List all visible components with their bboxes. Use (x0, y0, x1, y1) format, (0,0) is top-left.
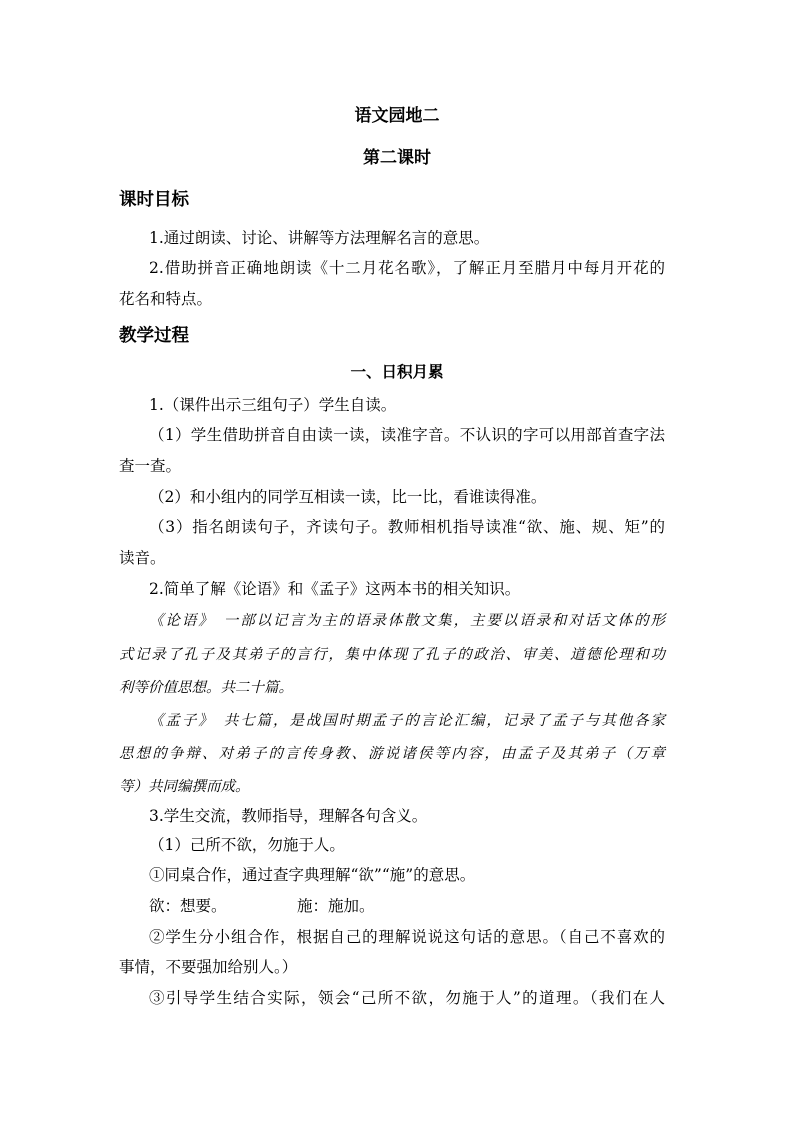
document-subtitle: 第二课时 (363, 148, 431, 168)
paragraph-3: 3.学生交流，教师指导，理解各句含义。 (149, 807, 428, 825)
process-heading: 教学过程 (119, 326, 189, 346)
paragraph-1-2: （2）和小组内的同学互相读一读，比一比，看谁读得准。 (149, 488, 547, 506)
section-heading-1: 一、日积月累 (350, 362, 444, 381)
goal-2-line-1: 2.借助拼音正确地朗读《十二月花名歌》，了解正月至腊月中每月开花的 (149, 259, 665, 277)
step-1: ①同桌合作，通过查字典理解“欲”“施”的意思。 (149, 866, 476, 884)
lunyu-note-line-3: 利等价值思想。共二十篇。 (119, 680, 293, 696)
definition-yu: 欲：想要。 (149, 897, 227, 915)
goal-2-line-2: 花名和特点。 (119, 290, 213, 308)
goal-1: 1.通过朗读、讨论、讲解等方法理解名言的意思。 (149, 229, 490, 247)
lunyu-note-line-2: 式记录了孔子及其弟子的言行，集中体现了孔子的政治、审美、道德伦理和功 (119, 647, 665, 663)
definition-shi: 施：施加。 (297, 897, 375, 915)
paragraph-1-1-line-1: （1）学生借助拼音自由读一读，读准字音。不认识的字可以用部首查字法 (149, 426, 665, 444)
lunyu-note-line-1: 《论语》 一部以记言为主的语录体散文集，主要以语录和对话文体的形 (149, 613, 665, 629)
paragraph-3-1: （1）己所不欲，勿施于人。 (149, 836, 345, 854)
step-2-line-1: ②学生分小组合作，根据自己的理解说说这句话的意思。（自己不喜欢的 (149, 928, 665, 946)
document-title: 语文园地二 (354, 106, 440, 126)
goals-heading: 课时目标 (119, 190, 189, 210)
paragraph-1-3-line-1: （3）指名朗读句子，齐读句子。教师相机指导读准“欲、施、规、矩”的 (149, 518, 665, 536)
paragraph-2: 2.简单了解《论语》和《孟子》这两本书的相关知识。 (149, 580, 521, 598)
mengzi-note-line-2: 思想的争辩、对弟子的言传身教、游说诸侯等内容，由孟子及其弟子（万章 (119, 746, 665, 762)
paragraph-1-3-line-2: 读音。 (119, 549, 166, 567)
paragraph-1-1-line-2: 查一查。 (119, 457, 182, 475)
mengzi-note-line-1: 《孟子》 共七篇，是战国时期孟子的言论汇编，记录了孟子与其他各家 (149, 713, 665, 729)
mengzi-note-line-3: 等）共同编撰而成。 (119, 779, 250, 795)
step-2-line-2: 事情，不要强加给别人。） (119, 958, 298, 976)
paragraph-1: 1.（课件出示三组句子）学生自读。 (149, 396, 397, 414)
step-3-line-1: ③引导学生结合实际，领会“己所不欲，勿施于人”的道理。（我们在人 (149, 989, 665, 1007)
